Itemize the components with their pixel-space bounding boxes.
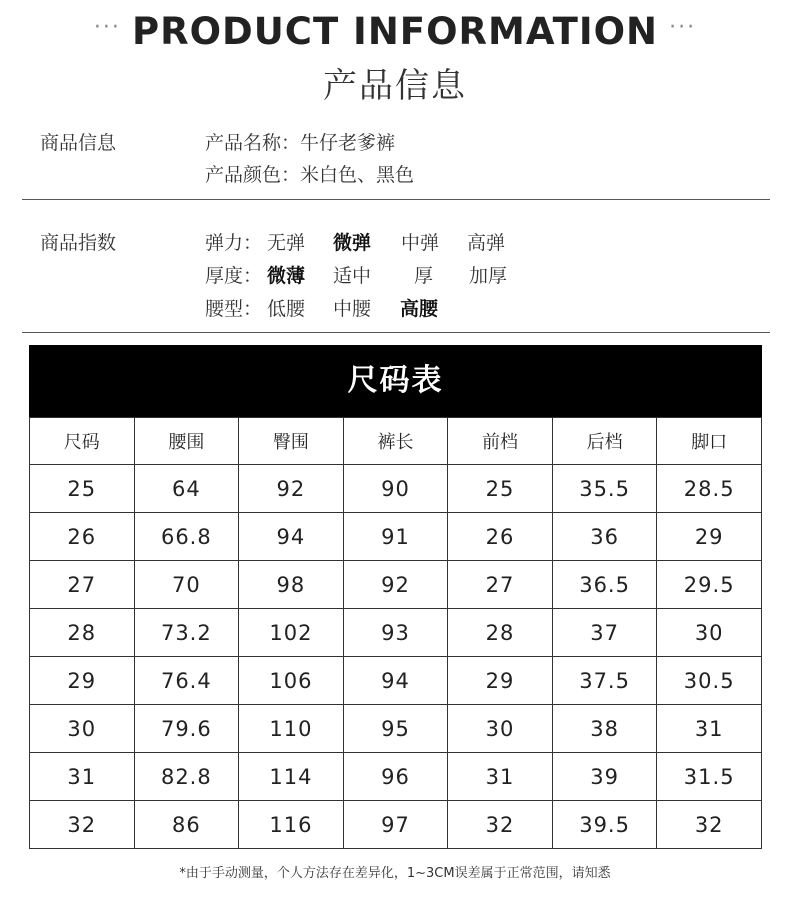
product-index-label: 商品指数 (40, 232, 117, 254)
table-cell: 102 (239, 609, 344, 657)
section-divider (22, 199, 770, 200)
index-option-selected: 微薄 (267, 265, 306, 287)
table-cell: 35.5 (552, 465, 657, 513)
index-option: 适中 (333, 265, 372, 287)
table-cell: 30 (448, 705, 553, 753)
table-cell: 31 (448, 753, 553, 801)
product-info-label: 商品信息 (40, 132, 117, 154)
table-cell: 116 (239, 801, 344, 849)
table-cell: 36.5 (552, 561, 657, 609)
table-row (30, 705, 762, 753)
table-cell: 91 (343, 513, 448, 561)
table-cell: 98 (239, 561, 344, 609)
page-title-english: PRODUCT INFORMATION (131, 10, 659, 53)
table-cell: 92 (343, 561, 448, 609)
table-cell: 26 (448, 513, 553, 561)
table-cell: 90 (343, 465, 448, 513)
product-name-line: 产品名称：牛仔老爹裤 (205, 132, 396, 154)
table-row (30, 801, 762, 849)
table-cell: 73.2 (134, 609, 239, 657)
size-table-body (30, 465, 762, 849)
table-cell: 32 (657, 801, 762, 849)
table-cell: 31 (30, 753, 135, 801)
page-title-chinese: 产品信息 (323, 66, 467, 106)
table-cell: 30 (30, 705, 135, 753)
table-row (30, 561, 762, 609)
size-chart (29, 345, 762, 849)
table-cell: 70 (134, 561, 239, 609)
table-row (30, 513, 762, 561)
table-cell: 114 (239, 753, 344, 801)
column-header: 脚口 (657, 418, 762, 465)
table-cell: 30.5 (657, 657, 762, 705)
table-cell: 86 (134, 801, 239, 849)
size-table-header-row (30, 418, 762, 465)
index-option: 加厚 (469, 265, 508, 287)
table-cell: 29.5 (657, 561, 762, 609)
index-option: 高弹 (467, 232, 506, 254)
table-cell: 106 (239, 657, 344, 705)
table-cell: 27 (448, 561, 553, 609)
index-key: 厚度： (205, 265, 263, 287)
size-chart-title: 尺码表 (29, 345, 762, 417)
column-header: 前档 (448, 418, 553, 465)
index-key: 腰型： (205, 298, 263, 320)
decorative-dots-left: ··· (93, 15, 121, 40)
table-cell: 79.6 (134, 705, 239, 753)
table-cell: 66.8 (134, 513, 239, 561)
table-cell: 29 (657, 513, 762, 561)
table-cell: 39.5 (552, 801, 657, 849)
table-row (30, 465, 762, 513)
decorative-dots-right: ··· (669, 15, 697, 40)
index-option-selected: 高腰 (400, 298, 439, 320)
table-cell: 28.5 (657, 465, 762, 513)
index-option: 无弹 (267, 232, 306, 254)
table-cell: 25 (448, 465, 553, 513)
table-cell: 96 (343, 753, 448, 801)
table-cell: 37 (552, 609, 657, 657)
table-cell: 97 (343, 801, 448, 849)
table-cell: 31 (657, 705, 762, 753)
table-cell: 92 (239, 465, 344, 513)
table-cell: 38 (552, 705, 657, 753)
measurement-footnote: *由于手动测量，个人方法存在差异化，1~3CM误差属于正常范围，请知悉 (179, 866, 611, 881)
table-cell: 32 (448, 801, 553, 849)
index-option: 厚 (414, 265, 434, 287)
index-key: 弹力： (205, 232, 263, 254)
table-cell: 39 (552, 753, 657, 801)
table-cell: 76.4 (134, 657, 239, 705)
table-cell: 37.5 (552, 657, 657, 705)
table-cell: 82.8 (134, 753, 239, 801)
index-option-selected: 微弹 (333, 232, 372, 254)
table-cell: 25 (30, 465, 135, 513)
table-cell: 28 (30, 609, 135, 657)
table-cell: 94 (343, 657, 448, 705)
column-header: 臀围 (239, 418, 344, 465)
table-cell: 95 (343, 705, 448, 753)
table-cell: 64 (134, 465, 239, 513)
index-option: 中弹 (401, 232, 440, 254)
header-title-row (0, 10, 790, 53)
table-row (30, 609, 762, 657)
table-cell: 27 (30, 561, 135, 609)
table-cell: 36 (552, 513, 657, 561)
column-header: 腰围 (134, 418, 239, 465)
size-table (29, 417, 762, 849)
table-cell: 31.5 (657, 753, 762, 801)
table-cell: 94 (239, 513, 344, 561)
index-option: 中腰 (333, 298, 372, 320)
table-cell: 110 (239, 705, 344, 753)
table-cell: 30 (657, 609, 762, 657)
product-color-line: 产品颜色：米白色、黑色 (205, 164, 415, 186)
table-row (30, 657, 762, 705)
table-cell: 29 (448, 657, 553, 705)
table-row (30, 753, 762, 801)
table-cell: 28 (448, 609, 553, 657)
table-cell: 29 (30, 657, 135, 705)
column-header: 后档 (552, 418, 657, 465)
section-divider (22, 332, 770, 333)
index-option: 低腰 (267, 298, 306, 320)
table-cell: 32 (30, 801, 135, 849)
column-header: 裤长 (343, 418, 448, 465)
table-cell: 26 (30, 513, 135, 561)
table-cell: 93 (343, 609, 448, 657)
column-header: 尺码 (30, 418, 135, 465)
